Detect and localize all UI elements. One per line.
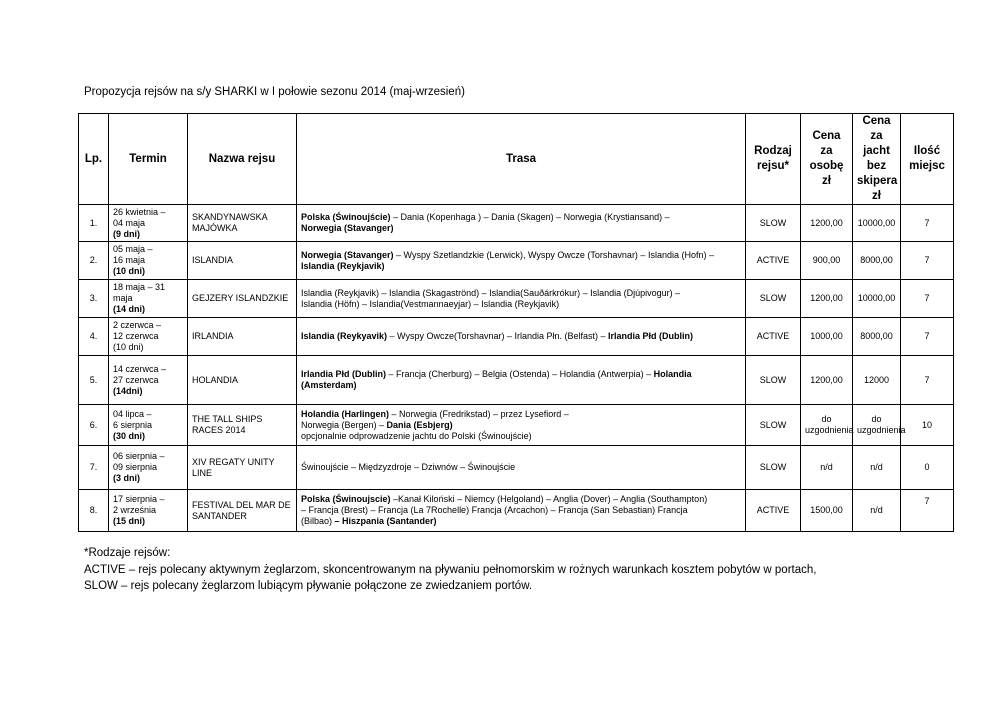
cell-lp: 2. bbox=[79, 242, 109, 280]
cell-nazwa: GEJZERY ISLANDZKIE bbox=[188, 280, 297, 318]
cell-cena-jacht: 12000 bbox=[853, 356, 901, 405]
cell-miejsca: 7 bbox=[901, 318, 954, 356]
cell-nazwa: SKANDYNAWSKA MAJÓWKA bbox=[188, 205, 297, 242]
table-row bbox=[79, 205, 954, 242]
cell-miejsca: 7 bbox=[901, 242, 954, 280]
header-nazwa: Nazwa rejsu bbox=[188, 114, 297, 205]
legend-active: ACTIVE – rejs polecany aktywnym żeglarzom, skoncentrowanym na pływaniu pełnomorskim w rożnych warunkach kosztem pobytów w portach, bbox=[84, 563, 817, 576]
cell-cena-osoba: 1200,00 bbox=[801, 356, 853, 405]
cell-termin: 17 sierpnia – 2 września (15 dni) bbox=[109, 490, 188, 532]
cell-trasa: Irlandia Płd (Dublin) – Francja (Cherburg) – Belgia (Ostenda) – Holandia (Antwerpia) – Holandia (Amsterdam) bbox=[297, 356, 746, 405]
header-miejsca: Ilość miejsc bbox=[901, 114, 954, 205]
page-title: Propozycja rejsów na s/y SHARKI w I połowie sezonu 2014 (maj-wrzesień) bbox=[84, 86, 465, 98]
cell-cena-jacht: n/d bbox=[853, 446, 901, 490]
header-cena-osoba: Cena za osobę zł bbox=[801, 114, 853, 205]
cell-nazwa: IRLANDIA bbox=[188, 318, 297, 356]
cell-trasa: Polska (Świnoujscie) –Kanał Kiloński – Niemcy (Helgoland) – Anglia (Dover) – Anglia (Southampton) – Francja (Brest) – Francja (La 7Rochelle) Francja (Arcachon) – Francja (San Sebastian) Francja (Bilbao) – Hiszpania (Santander) bbox=[297, 490, 746, 532]
cell-nazwa: XIV REGATY UNITY LINE bbox=[188, 446, 297, 490]
cell-termin: 06 sierpnia – 09 sierpnia (3 dni) bbox=[109, 446, 188, 490]
cell-trasa: Polska (Świnoujście) – Dania (Kopenhaga ) – Dania (Skagen) – Norwegia (Krystiansand) – Norwegia (Stavanger) bbox=[297, 205, 746, 242]
cell-rodzaj: ACTIVE bbox=[746, 490, 801, 532]
table-row bbox=[79, 356, 954, 405]
cell-lp: 3. bbox=[79, 280, 109, 318]
cell-nazwa: HOLANDIA bbox=[188, 356, 297, 405]
cell-termin: 18 maja – 31 maja (14 dni) bbox=[109, 280, 188, 318]
cell-cena-osoba: 1200,00 bbox=[801, 280, 853, 318]
cell-termin: 04 lipca – 6 sierpnia (30 dni) bbox=[109, 405, 188, 446]
cell-trasa: Świnoujście – Międzyzdroje – Dziwnów – Świnoujście bbox=[297, 446, 746, 490]
cell-trasa: Islandia (Reykjavik) – Islandia (Skagaströnd) – Islandia(Sauðárkrókur) – Islandia (Djúpivogur) – Islandia (Höfn) – Islandia(Vestmannaeyjar) – Islandia (Reykjavik) bbox=[297, 280, 746, 318]
cell-trasa: Holandia (Harlingen) – Norwegia (Fredrikstad) – przez Lysefiord – Norwegia (Bergen) – Dania (Esbjerg) opcjonalnie odprowadzenie jachtu do Polski (Świnoujście) bbox=[297, 405, 746, 446]
table-row bbox=[79, 405, 954, 446]
cell-cena-jacht: 8000,00 bbox=[853, 242, 901, 280]
cell-rodzaj: ACTIVE bbox=[746, 318, 801, 356]
cell-cena-osoba: 1000,00 bbox=[801, 318, 853, 356]
cell-cena-osoba: n/d bbox=[801, 446, 853, 490]
header-lp: Lp. bbox=[79, 114, 109, 205]
table-row bbox=[79, 318, 954, 356]
cell-termin: 05 maja – 16 maja (10 dni) bbox=[109, 242, 188, 280]
table-row bbox=[79, 280, 954, 318]
cell-cena-osoba: 1500,00 bbox=[801, 490, 853, 532]
cell-miejsca: 0 bbox=[901, 446, 954, 490]
cell-termin: 14 czerwca – 27 czerwca (14dni) bbox=[109, 356, 188, 405]
cell-miejsca: 7 bbox=[901, 490, 954, 532]
cell-miejsca: 7 bbox=[901, 205, 954, 242]
cell-miejsca: 10 bbox=[901, 405, 954, 446]
cell-cena-jacht: 8000,00 bbox=[853, 318, 901, 356]
cell-rodzaj: ACTIVE bbox=[746, 242, 801, 280]
footer-legend bbox=[84, 545, 816, 595]
cell-lp: 1. bbox=[79, 205, 109, 242]
legend-heading: *Rodzaje rejsów: bbox=[84, 547, 171, 559]
cell-miejsca: 7 bbox=[901, 356, 954, 405]
cell-lp: 5. bbox=[79, 356, 109, 405]
cell-lp: 7. bbox=[79, 446, 109, 490]
cell-cena-jacht: do uzgodnienia bbox=[853, 405, 901, 446]
table-row bbox=[79, 490, 954, 532]
header-termin: Termin bbox=[109, 114, 188, 205]
cell-cena-osoba: 900,00 bbox=[801, 242, 853, 280]
cell-miejsca: 7 bbox=[901, 280, 954, 318]
cell-rodzaj: SLOW bbox=[746, 356, 801, 405]
cell-trasa: Norwegia (Stavanger) – Wyspy Szetlandzkie (Lerwick), Wyspy Owcze (Torshavnar) – Islandia (Hofn) – Islandia (Reykjavik) bbox=[297, 242, 746, 280]
cell-rodzaj: SLOW bbox=[746, 446, 801, 490]
cell-rodzaj: SLOW bbox=[746, 205, 801, 242]
cell-trasa: Islandia (Reykyavik) – Wyspy Owcze(Torshavnar) – Irlandia Płn. (Belfast) – Irlandia Płd (Dublin) bbox=[297, 318, 746, 356]
header-rodzaj: Rodzaj rejsu* bbox=[746, 114, 801, 205]
cell-nazwa: THE TALL SHIPS RACES 2014 bbox=[188, 405, 297, 446]
cell-lp: 8. bbox=[79, 490, 109, 532]
cell-lp: 4. bbox=[79, 318, 109, 356]
cell-nazwa: ISLANDIA bbox=[188, 242, 297, 280]
cell-cena-jacht: 10000,00 bbox=[853, 280, 901, 318]
cell-cena-osoba: do uzgodnienia bbox=[801, 405, 853, 446]
header-trasa: Trasa bbox=[297, 114, 746, 205]
table-header-row bbox=[79, 114, 954, 205]
cell-nazwa: FESTIVAL DEL MAR DE SANTANDER bbox=[188, 490, 297, 532]
cell-cena-jacht: n/d bbox=[853, 490, 901, 532]
legend-slow: SLOW – rejs polecany żeglarzom lubiącym pływanie połączone ze zwiedzaniem portów. bbox=[84, 580, 533, 592]
header-cena-jacht: Cena za jacht bez skipera zł bbox=[853, 114, 901, 205]
cell-rodzaj: SLOW bbox=[746, 280, 801, 318]
cell-cena-osoba: 1200,00 bbox=[801, 205, 853, 242]
cell-lp: 6. bbox=[79, 405, 109, 446]
cell-rodzaj: SLOW bbox=[746, 405, 801, 446]
table-row bbox=[79, 242, 954, 280]
cell-termin: 26 kwietnia – 04 maja (9 dni) bbox=[109, 205, 188, 242]
cell-cena-jacht: 10000,00 bbox=[853, 205, 901, 242]
table-row bbox=[79, 446, 954, 490]
cruise-table bbox=[78, 113, 954, 532]
cell-termin: 2 czerwca – 12 czerwca (10 dni) bbox=[109, 318, 188, 356]
